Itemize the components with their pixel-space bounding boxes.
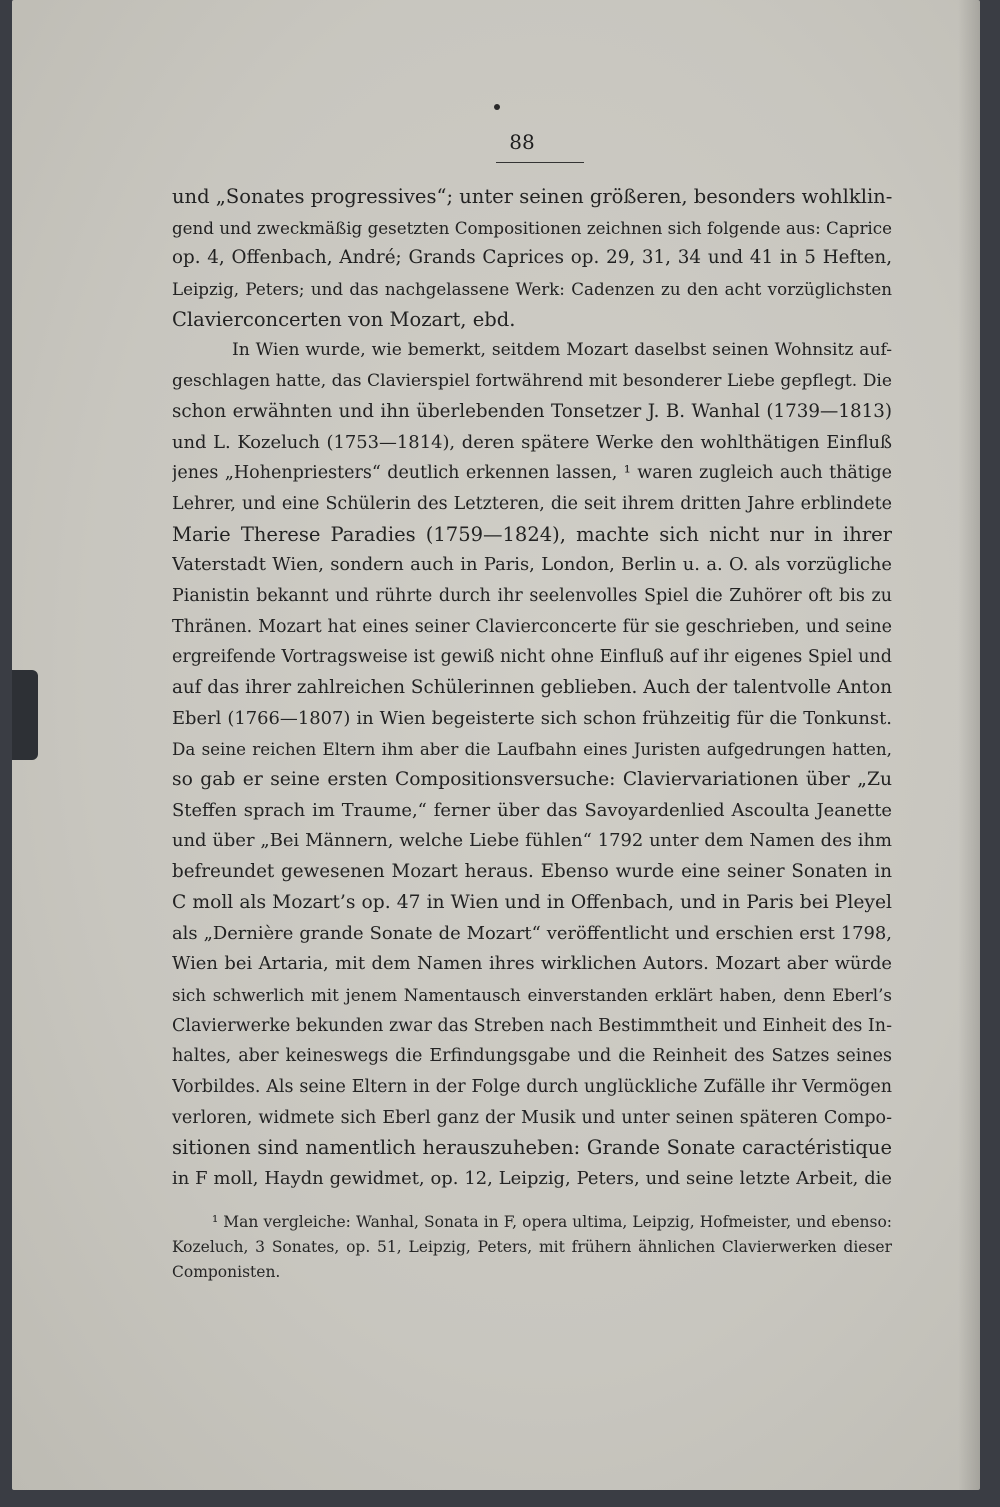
footnote-line: Kozeluch, 3 Sonates, op. 51, Leipzig, Peters, mit frühern ähnlichen Clavierwerken dieser (172, 1238, 892, 1256)
text-line: In Wien wurde, wie bemerkt, seitdem Mozart daselbst seinen Wohnsitz auf- (232, 340, 892, 361)
text-line: geschlagen hatte, das Clavierspiel fortwährend mit besonderer Liebe gepflegt. Die (172, 371, 892, 392)
text-line: Lehrer, und eine Schülerin des Letzteren, die seit ihrem dritten Jahre erblindete (172, 493, 892, 514)
footnote-line: Componisten. (172, 1263, 281, 1281)
text-line: Wien bei Artaria, mit dem Namen ihres wirklichen Autors. Mozart aber würde (172, 953, 892, 975)
text-line: Clavierconcerten von Mozart, ebd. (172, 307, 516, 331)
text-line: gend und zweckmäßig gesetzten Compositionen zeichnen sich folgende aus: Caprice (172, 217, 892, 238)
text-line: Leipzig, Peters; und das nachgelassene Werk: Cadenzen zu den acht vorzüglichsten (172, 279, 892, 300)
text-line: Vorbildes. Als seine Eltern in der Folge durch unglückliche Zufälle ihr Vermögen (172, 1076, 892, 1097)
text-line: auf das ihrer zahlreichen Schülerinnen geblieben. Auch der talentvolle Anton (172, 677, 892, 698)
text-line: Da seine reichen Eltern ihm aber die Laufbahn eines Juristen aufgedrungen hatten, (172, 739, 892, 760)
text-line: C moll als Mozart’s op. 47 in Wien und in Offenbach, und in Paris bei Pleyel (172, 891, 892, 913)
footnote-line: ¹ Man vergleiche: Wanhal, Sonata in F, opera ultima, Leipzig, Hofmeister, und ebenso: (212, 1213, 892, 1231)
text-line: und L. Kozeluch (1753—1814), deren spätere Werke den wohlthätigen Einfluß (172, 431, 892, 453)
footnote (172, 1210, 892, 1285)
text-line: Eberl (1766—1807) in Wien begeisterte sich schon frühzeitig für die Tonkunst. (172, 707, 892, 729)
text-line: sitionen sind namentlich herauszuheben: Grande Sonate caractéristique (172, 1136, 892, 1160)
text-line: Pianistin bekannt und rührte durch ihr seelenvolles Spiel die Zuhörer oft bis zu (172, 585, 892, 606)
text-line: schon erwähnten und ihn überlebenden Tonsetzer J. B. Wanhal (1739—1813) (172, 400, 892, 422)
text-line: und „Sonates progressives“; unter seinen größeren, besonders wohlklin- (172, 185, 892, 208)
page-number: 88 (509, 130, 535, 154)
text-line: Clavierwerke bekunden zwar das Streben nach Bestimmtheit und Einheit des In- (172, 1015, 892, 1036)
page-clip-tab (12, 670, 38, 760)
text-line: verloren, widmete sich Eberl ganz der Musik und unter seinen späteren Compo- (172, 1107, 892, 1128)
text-line: Steffen sprach im Traume,“ ferner über das Savoyardenlied Ascoulta Jeanette (172, 799, 892, 821)
page-edge-shadow (958, 0, 980, 1490)
body-text (172, 182, 892, 1195)
text-line: ergreifende Vortragsweise ist gewiß nicht ohne Einfluß auf ihr eigenes Spiel und (172, 647, 892, 668)
text-line: und über „Bei Männern, welche Liebe fühlen“ 1792 unter dem Namen des ihm (172, 830, 892, 852)
text-line: als „Dernière grande Sonate de Mozart“ veröffentlicht und erschien erst 1798, (172, 922, 892, 944)
text-line: Thränen. Mozart hat eines seiner Clavierconcerte für sie geschrieben, und seine (172, 616, 892, 637)
text-line: Marie Therese Paradies (1759—1824), machte sich nicht nur in ihrer (172, 522, 892, 546)
ink-dot (494, 104, 500, 110)
text-line: in F moll, Haydn gewidmet, op. 12, Leipzig, Peters, und seine letzte Arbeit, die (172, 1168, 892, 1189)
text-line: haltes, aber keineswegs die Erfindungsgabe und die Reinheit des Satzes seines (172, 1046, 892, 1067)
text-line: sich schwerlich mit jenem Namentausch einverstanden erklärt haben, denn Eberl’s (172, 984, 892, 1005)
book-page (12, 0, 980, 1490)
text-line: Vaterstadt Wien, sondern auch in Paris, London, Berlin u. a. O. als vorzügliche (172, 554, 892, 576)
header-rule (496, 162, 584, 163)
text-line: op. 4, Offenbach, André; Grands Caprices op. 29, 31, 34 und 41 in 5 Heften, (172, 247, 892, 269)
text-line: befreundet gewesenen Mozart heraus. Ebenso wurde eine seiner Sonaten in (172, 861, 892, 883)
text-line: jenes „Hohenpriesters“ deutlich erkennen lassen, ¹ waren zugleich auch thätige (172, 463, 892, 484)
text-line: so gab er seine ersten Compositionsversuche: Claviervariationen über „Zu (172, 769, 892, 791)
